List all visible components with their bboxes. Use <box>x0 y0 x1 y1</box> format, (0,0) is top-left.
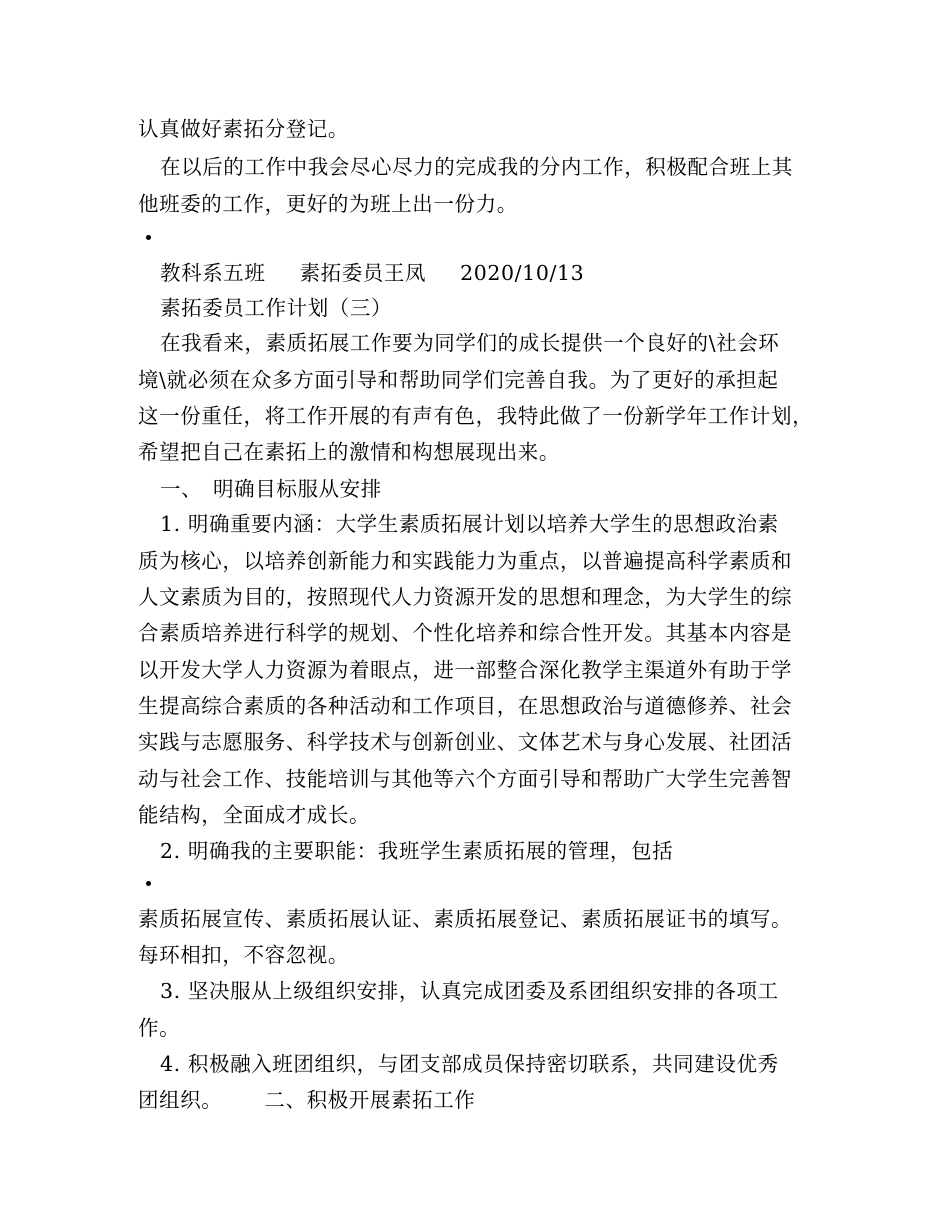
text-line: 能结构，全面成才成长。 <box>138 803 371 827</box>
text-span: 团组织。 <box>138 1088 223 1112</box>
signature-line <box>160 259 584 287</box>
bullet-icon <box>146 235 151 240</box>
text-line: 作。 <box>138 1016 181 1040</box>
text-line: 认真做好素拓分登记。 <box>138 117 349 141</box>
text-line: 动与社会工作、技能培训与其他等六个方面引导和帮助广大学生完善智 <box>138 767 793 791</box>
text-line: 质为核心，以培养创新能力和实践能力为重点，以普遍提高科学素质和 <box>138 549 793 573</box>
text-line: 2. 明确我的主要职能：我班学生素质拓展的管理，包括 <box>160 839 674 863</box>
section-heading: 二、积极开展素拓工作 <box>264 1088 476 1112</box>
text-line: 这一份重任，将工作开展的有声有色，我特此做了一份新学年工作计划， <box>138 404 814 428</box>
text-line: 在以后的工作中我会尽心尽力的完成我的分内工作，积极配合班上其 <box>160 155 793 179</box>
text-line: 以开发大学人力资源为着眼点，进一部整合深化教学主渠道外有助于学 <box>138 658 793 682</box>
text-line: 4. 积极融入班团组织，与团支部成员保持密切联系，共同建设优秀 <box>160 1052 779 1076</box>
signature-date: 2020/10/13 <box>460 261 585 285</box>
text-line: 合素质培养进行科学的规划、个性化培养和综合性开发。其基本内容是 <box>138 621 793 645</box>
text-line: 每环相扣，不容忽视。 <box>138 943 349 967</box>
section-heading: 一、 明确目标服从安排 <box>160 477 382 501</box>
text-line: 素质拓展宣传、素质拓展认证、素质拓展登记、素质拓展证书的填写。 <box>138 907 793 931</box>
text-line: 希望把自己在素拓上的激情和构想展现出来。 <box>138 440 560 464</box>
text-line: 人文素质为目的，按照现代人力资源开发的思想和理念，为大学生的综 <box>138 585 793 609</box>
signature-member: 素拓委员王凤 <box>299 261 427 285</box>
text-line: 在我看来，素质拓展工作要为同学们的成长提供一个良好的\社会环 <box>160 331 780 355</box>
text-line: 1. 明确重要内涵：大学生素质拓展计划以培养大学生的思想政治素 <box>160 512 779 536</box>
signature-class: 教科系五班 <box>160 261 266 285</box>
text-line: 3. 坚决服从上级组织安排，认真完成团委及系团组织安排的各项工 <box>160 979 779 1003</box>
text-line: 他班委的工作，更好的为班上出一份力。 <box>138 192 518 216</box>
text-line: 境\就必须在众多方面引导和帮助同学们完善自我。为了更好的承担起 <box>138 368 779 392</box>
text-line: 实践与志愿服务、科学技术与创新创业、文体艺术与身心发展、社团活 <box>138 730 793 754</box>
text-line <box>138 1086 475 1114</box>
text-line: 生提高综合素质的各种活动和工作项目，在思想政治与道德修养、社会 <box>138 694 793 718</box>
plan-title: 素拓委员工作计划（三） <box>160 296 393 320</box>
bullet-icon <box>146 881 151 886</box>
